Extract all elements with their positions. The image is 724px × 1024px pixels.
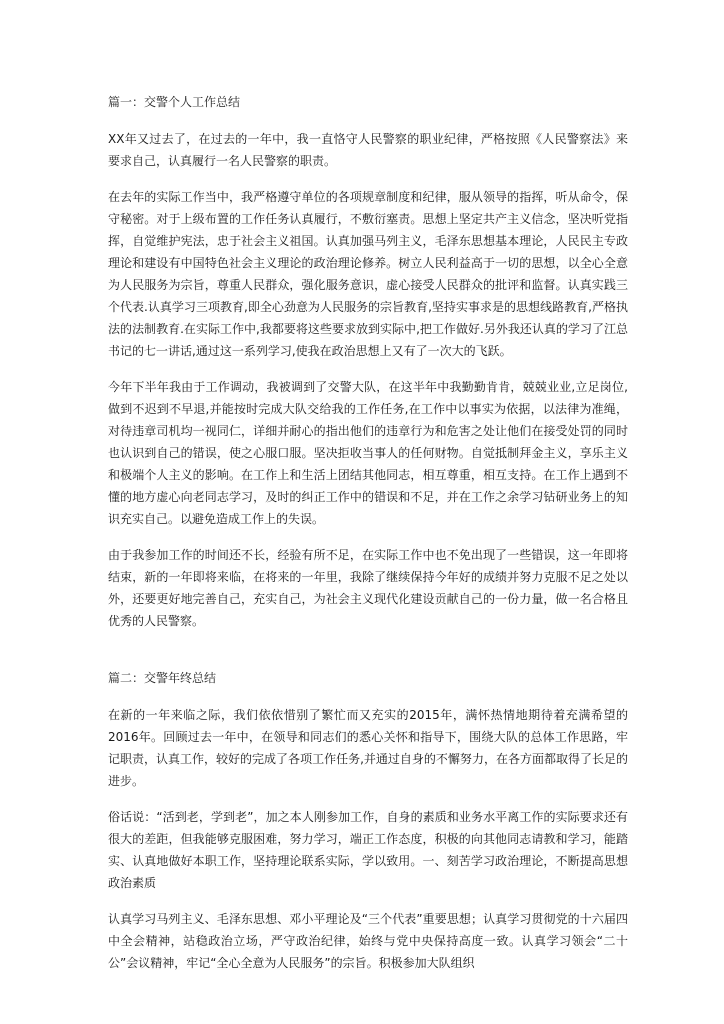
section-1-paragraph-2: 在去年的实际工作当中，我严格遵守单位的各项规章制度和纪律，服从领导的指挥，听从命令，保守秘密。对于上级布置的工作任务认真履行，不敷衍塞责。思想上坚定共产主义信念，坚决听党指挥，自觉维护宪法，忠于社会主义祖国。认真加强马列主义，毛泽东思想基本理论，人民民主专政理论和建设有中国特色社会主义理论的政治理论修养。树立人民利益高于一切的思想，以全心全意为人民服务为宗旨，尊重人民群众，强化服务意识，虚心接受人民群众的批评和监督。认真实践三个代表.认真学习三项教育,即全心劲意为人民服务的宗旨教育,坚持实事求是的思想线路教育,严格执法的法制教育.在实际工作中,我都要将这些要求放到实际中,把工作做好.另外我还认真的学习了江总书记的七一讲话,通过这一系列学习,使我在政治思想上又有了一次大的飞跃。 [108, 190, 628, 358]
section-1-paragraph-1: XX年又过去了，在过去的一年中，我一直恪守人民警察的职业纪律，严格按照《人民警察法》来要求自己，认真履行一名人民警察的职责。 [108, 132, 628, 168]
section-1-paragraph-3: 今年下半年我由于工作调动，我被调到了交警大队，在这半年中我勤勤肯肯，兢兢业业,立足岗位,做到不迟到不早退,并能按时完成大队交给我的工作任务,在工作中以事实为依据，以法律为准绳，对待违章司机均一视同仁，详细并耐心的指出他们的违章行为和危害之处让他们在接受处罚的同时也认识到自己的错误，使之心服口服。坚决拒收当事人的任何财物。自觉抵制拜金主义，享乐主义和极端个人主义的影响。在工作上和生活上团结其他同志，相互尊重，相互支持。在工作上遇到不懂的地方虚心向老同志学习，及时的纠正工作中的错误和不足，并在工作之余学习钻研业务上的知识充实自己。以避免造成工作上的失误。 [108, 380, 628, 526]
section-2-paragraph-2: 俗话说：“活到老，学到老”，加之本人刚参加工作，自身的素质和业务水平离工作的实际要求还有很大的差距，但我能够克服困难，努力学习，端正工作态度，积极的向其他同志请教和学习，能踏实、认真地做好本职工作，坚持理论联系实际，学以致用。一、刻苦学习政治理论，不断提高思想政治素质 [108, 810, 628, 890]
section-1-paragraph-4: 由于我参加工作的时间还不长，经验有所不足，在实际工作中也不免出现了一些错误，这一年即将结束，新的一年即将来临，在将来的一年里，我除了继续保持今年好的成绩并努力克服不足之处以外，还要更好地完善自己，充实自己，为社会主义现代化建设贡献自己的一份力量，做一名合格且优秀的人民警察。 [108, 548, 628, 628]
section-1-heading: 篇一：交警个人工作总结 [108, 95, 241, 109]
section-2-heading: 篇二：交警年终总结 [108, 671, 217, 685]
section-2-paragraph-1: 在新的一年来临之际，我们依依惜别了繁忙而又充实的2015年，满怀热情地期待着充满希望的2016年。回顾过去一年中，在领导和同志们的悉心关怀和指导下，围绕大队的总体工作思路，牢记职责，认真工作，较好的完成了各项工作任务,并通过自身的不懈努力，在各方面都取得了长足的进步。 [108, 708, 628, 788]
section-2-paragraph-3: 认真学习马列主义、毛泽东思想、邓小平理论及“三个代表”重要思想；认真学习贯彻党的十六届四中全会精神，站稳政治立场，严守政治纪律，始终与党中央保持高度一致。认真学习领会“二十公”会议精神，牢记“全心全意为人民服务”的宗旨。积极参加大队组织 [108, 912, 628, 970]
document-body [108, 92, 628, 974]
